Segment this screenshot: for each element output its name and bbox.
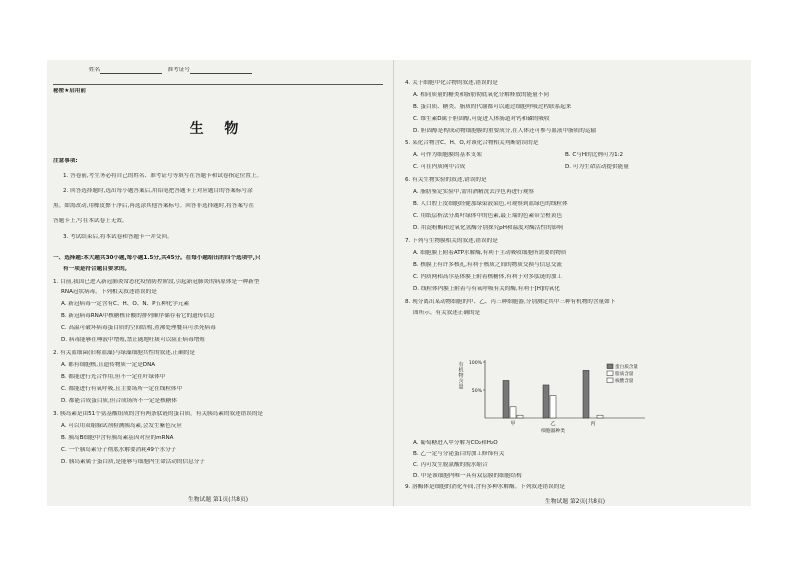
secret-mark: 秘密★启用前 bbox=[53, 88, 86, 94]
y-tick-label: 50% bbox=[471, 388, 482, 394]
option-line: C. 内质网和高尔基体膜上附着核糖体,有利于对多肽链的加工 bbox=[413, 274, 563, 280]
y-axis-label-char: 物 bbox=[458, 373, 464, 380]
option-line: B. C与H的比例可为1:2 bbox=[565, 152, 624, 158]
question-line: 图所示。有关叙述正确的是 bbox=[413, 310, 481, 316]
question-line: 5. 某化合物含C、H、O,对该化合物相关判断错误的是 bbox=[405, 140, 539, 146]
bar-outline-light bbox=[517, 415, 523, 418]
option-line: C. 都能进行有氧呼吸,且主要场所一定在线粒体中 bbox=[61, 386, 183, 392]
question-line: 2. 有关蓝细菌(旧称蓝藻)与绿藻细胞共性的叙述,正确的是 bbox=[53, 350, 195, 356]
option-line: A. 葡萄糖进入甲分解为CO₂和H₂O bbox=[413, 440, 498, 446]
option-line: A. 脂肪鉴定实验中,需用酒精洗去浮色再进行观察 bbox=[413, 189, 534, 195]
option-line: C. 用纸层析法分离叶绿体中的色素,最上端的色素带呈橙黄色 bbox=[413, 213, 563, 219]
y-axis-label-char: 机 bbox=[458, 367, 464, 374]
option-line: A. 新冠病毒一定含有C、H、O、N、P五种化学元素 bbox=[61, 301, 190, 307]
section-heading: 一、选择题:本大题共30小题,每小题1.5分,共45分。在每小题给出的四个选项中,只 bbox=[53, 255, 261, 261]
header-rule bbox=[53, 84, 383, 85]
option-line: A. 相同质量的糖类和脂肪彻底氧化分解释放的能量不同 bbox=[413, 92, 549, 98]
option-line: C. 丙可发生脱氨酸的脱水缩合 bbox=[413, 462, 488, 468]
notice-line: 1. 答卷前,考生务必将自己的姓名、准考证号等填写在答题卡和试卷指定位置上。 bbox=[63, 173, 263, 179]
option-line: A. 都有细胞核,且遗传物质一定是DNA bbox=[61, 362, 156, 368]
notice-line: 答题卡上,写在本试卷上无效。 bbox=[53, 218, 128, 224]
y-tick-label: 100% bbox=[468, 360, 482, 366]
option-line: D. 胰岛素属于蛋白质,是能够与细胞内生命活动的信息分子 bbox=[61, 459, 205, 465]
option-line: D. 线粒体内膜上附着与有氧呼吸有关的酶,有利于[H]的氧化 bbox=[413, 286, 560, 292]
y-axis-label-char: 量 bbox=[458, 384, 464, 391]
notice-line: 2. 回答选择题时,选出每小题答案后,用铅笔把答题卡上对应题目的答案标号涂 bbox=[63, 188, 253, 194]
option-line: B. 核膜上有许多核孔,有利于核质之间的物质交换与信息交流 bbox=[413, 262, 563, 268]
question-line: 9. 溶酶体是细胞的消化车间,含有多种水解酶。下列叙述错误的是 bbox=[405, 484, 565, 490]
question-line: 4. 关于细胞中化合物的叙述,错误的是 bbox=[405, 80, 498, 86]
question-line: RNA冠状病毒。下列相关叙述错误的是 bbox=[61, 289, 157, 295]
x-axis-label: 细胞器种类 bbox=[541, 429, 565, 434]
question-line: 7. 下列与生物膜相关的叙述,错误的是 bbox=[405, 238, 498, 244]
question-line: 8. 现分离出某动物细胞的甲、乙、丙三种细胞器,分别测定其中三种有机物的含量如下 bbox=[405, 299, 616, 305]
question-line: 6. 有关生物实验的叙述,错误的是 bbox=[405, 177, 487, 183]
option-line: A. 可以用双缩脲试剂检测胰岛素,会发生紫色反应 bbox=[61, 423, 182, 429]
id-label: 准考证号 bbox=[167, 67, 190, 73]
x-tick-label: 甲 bbox=[510, 421, 516, 427]
name-blank[interactable] bbox=[100, 68, 162, 74]
option-line: D. 都能合成蛋白质,但合成场所不一定是核糖体 bbox=[61, 398, 177, 404]
legend-label: 脂质含量 bbox=[615, 372, 634, 377]
option-line: D. 可为生命活动提供能量 bbox=[565, 164, 629, 170]
legend-label: 蛋白质含量 bbox=[615, 365, 638, 370]
bar-solid bbox=[503, 380, 509, 418]
legend-swatch bbox=[607, 364, 613, 369]
x-tick-label: 乙 bbox=[550, 421, 556, 427]
subject-title: 生 物 bbox=[189, 121, 247, 137]
right-page bbox=[405, 60, 745, 506]
id-blank[interactable] bbox=[190, 68, 252, 74]
option-line: D. 病毒能够在唾液中增殖,禁止随地吐痰可以阻止病毒增殖 bbox=[61, 337, 205, 343]
page-fold bbox=[393, 60, 394, 506]
option-line: B. 胰岛B细胞中含有胰岛素基因对应的mRNA bbox=[61, 435, 174, 441]
y-axis-label-char: 含 bbox=[458, 378, 464, 385]
option-line: A. 可作为细胞膜的基本支架 bbox=[413, 152, 482, 158]
notice-line: 黑。如需改动,用橡皮擦干净后,再选涂其他答案标号。回答非选择题时,将答案写在 bbox=[53, 203, 255, 209]
option-line: C. 一个胰岛素分子彻底水解要消耗49个水分子 bbox=[61, 447, 177, 453]
legend-swatch bbox=[607, 371, 613, 376]
option-line: C. 维生素D属于胆固醇,可促进人体肠道对钙和磷的吸收 bbox=[413, 116, 550, 122]
option-line: D. 胆固醇是构成动物细胞膜的重要成分,在人体还可参与血液中脂质的运输 bbox=[413, 128, 597, 134]
x-tick-label: 丙 bbox=[590, 421, 596, 427]
bar-outline bbox=[510, 407, 516, 418]
footer-page-2: 生物试题 第2页(共8页) bbox=[544, 499, 606, 505]
y-axis-label-char: 有 bbox=[458, 362, 464, 368]
option-line: B. 蛋白质、糖类、脂质的代谢都可以通过细胞呼吸过程联系起来 bbox=[413, 104, 572, 110]
option-line: B. 乙一定与分泌蛋白的加工修饰有关 bbox=[413, 451, 505, 457]
notice-title: 注意事项: bbox=[53, 158, 78, 164]
option-line: B. 人口腔上皮细胞经健那绿染液染色,可观察到蓝绿色的线粒体 bbox=[413, 201, 568, 207]
notice-line: 3. 考试结束后,将本试卷和答题卡一并交回。 bbox=[63, 234, 173, 240]
option-line: B. 都能进行光合作用,但不一定在叶绿体中 bbox=[61, 374, 166, 380]
name-label: 姓名 bbox=[89, 67, 101, 73]
bar-outline-light bbox=[597, 415, 603, 418]
legend-label: 核酸含量 bbox=[615, 379, 634, 384]
option-line: C. 可在内质网中合成 bbox=[413, 164, 466, 170]
organelle-bar-chart bbox=[425, 354, 665, 436]
option-line: D. 甲是该细胞内唯一具有双层膜的细胞结构 bbox=[413, 473, 522, 479]
bar-solid bbox=[583, 370, 589, 418]
section-heading-cont: 有一项是符合题目要求的。 bbox=[63, 266, 131, 272]
footer-page-1: 生物试题 第1页(共8页) bbox=[187, 497, 249, 503]
option-line: B. 新冠病毒RNA中核糖核苷酸的排列顺序储存着它的遗传信息 bbox=[61, 313, 215, 319]
exam-sheet bbox=[47, 60, 751, 506]
left-page bbox=[53, 60, 383, 506]
name-id-line bbox=[89, 67, 383, 74]
legend-swatch bbox=[607, 378, 613, 383]
option-line: C. 高温可破坏病毒蛋白质的空间结构,煮沸处理餐具可杀死病毒 bbox=[61, 325, 216, 331]
question-line: 1. 目前,我国已进入新冠肺炎常态化疫情防控阶段,引起新冠肺炎的病原体是一种新型 bbox=[53, 279, 260, 285]
option-line: D. 用淀粉酶和过氧化氢酶分别探究pH和温度对酶活性的影响 bbox=[413, 225, 563, 231]
option-line: A. 细胞膜上附着ATP水解酶,有利于主动吸收细胞所需要的物质 bbox=[413, 250, 567, 256]
question-line: 3. 胰岛素是由51个氨基酸组成的含有两条肽链的蛋白质。有关胰岛素的叙述错误的是 bbox=[53, 411, 264, 417]
bar-outline bbox=[550, 396, 556, 418]
bar-solid bbox=[543, 385, 549, 418]
